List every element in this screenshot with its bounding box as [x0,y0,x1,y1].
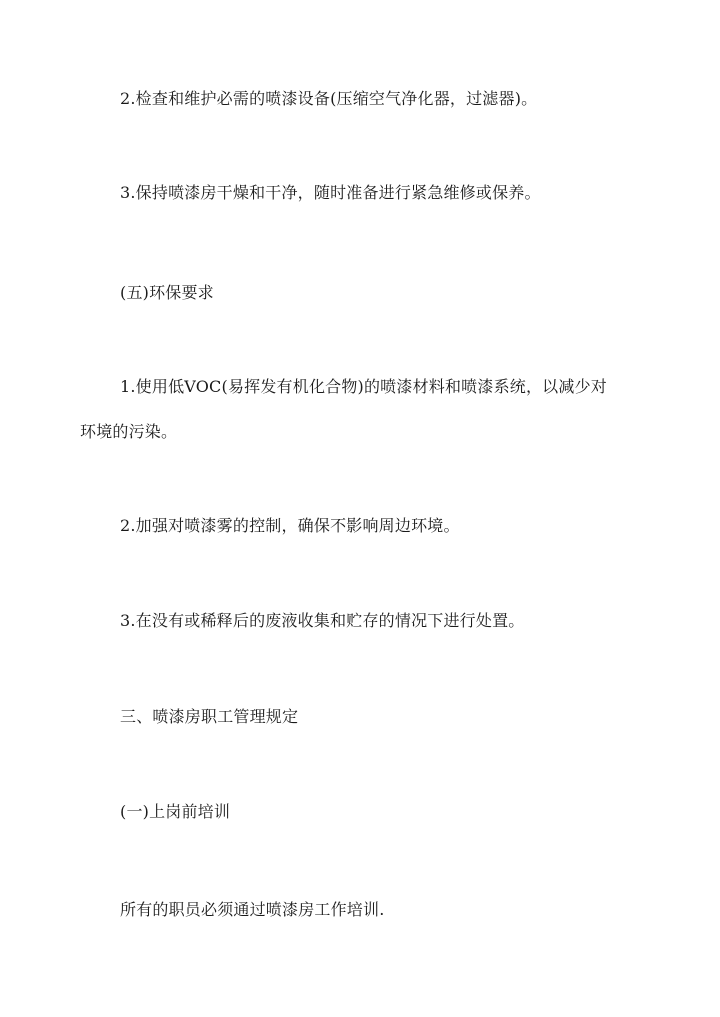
paragraph-low-voc-second-line: 环境的污染。 [80,422,178,441]
paragraph-waste-disposal: 3.在没有或稀释后的废液收集和贮存的情况下进行处置。 [120,611,525,630]
chapter-heading-staff-rules: 三、喷漆房职工管理规定 [120,707,299,726]
section-heading-pre-job-training: (一)上岗前培训 [120,802,231,821]
paragraph-low-voc-first-line: 1.使用低VOC(易挥发有机化合物)的喷漆材料和喷漆系统，以减少对 [120,377,607,396]
paragraph-equipment-maintenance: 2.检查和维护必需的喷漆设备(压缩空气净化器，过滤器)。 [120,89,538,108]
section-heading-environmental: (五)环保要求 [120,283,214,302]
paragraph-training-requirement: 所有的职员必须通过喷漆房工作培训. [120,900,385,919]
paragraph-spray-mist-control: 2.加强对喷漆雾的控制，确保不影响周边环境。 [120,516,460,535]
paragraph-keep-dry-clean: 3.保持喷漆房干燥和干净，随时准备进行紧急维修或保养。 [120,183,541,202]
